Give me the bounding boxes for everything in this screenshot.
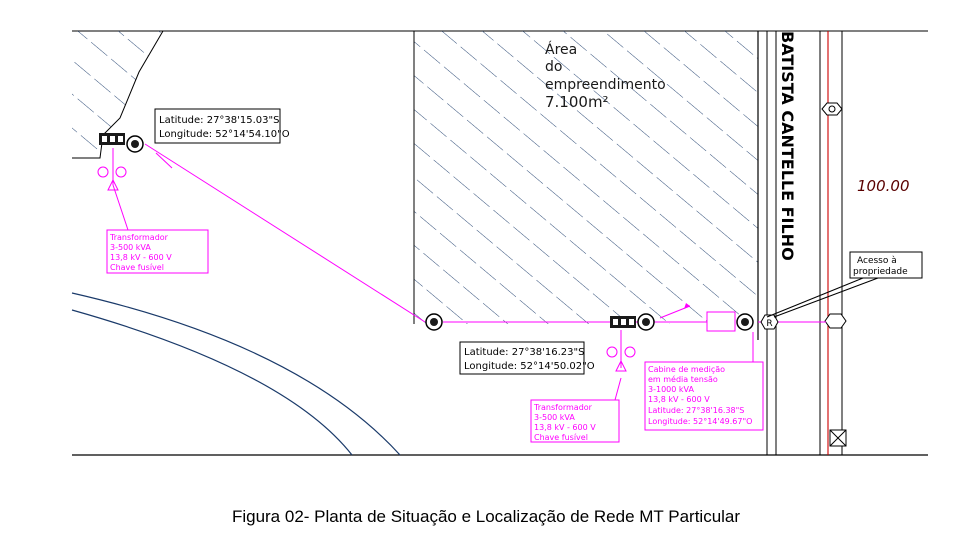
transformer-annotation-left [107,230,208,273]
pole-icon [822,103,842,115]
svg-text:13,8 kV - 600 V: 13,8 kV - 600 V [648,395,710,404]
access-label [767,252,922,317]
figure-caption: Figura 02- Planta de Situação e Localização de Rede MT Particular [231,507,741,526]
svg-text:13,8 kV - 600 V: 13,8 kV - 600 V [110,253,172,262]
transformer-annotation-bottom [531,400,619,442]
svg-text:empreendimento: empreendimento [545,77,666,93]
svg-text:Transformador: Transformador [110,233,168,242]
fuse-icon [98,167,126,190]
cabin-annotation [645,362,763,430]
coordinate-box-left [155,109,290,143]
development-area-hatch [414,31,758,324]
svg-text:Latitude: 27°38'15.03"S: Latitude: 27°38'15.03"S [159,115,280,126]
svg-text:propriedade: propriedade [853,267,908,277]
svg-text:Longitude: 52°14'49.67"O: Longitude: 52°14'49.67"O [648,417,753,426]
pole-icon [825,314,846,328]
road-curve-outer [72,293,400,455]
svg-text:Transformador: Transformador [534,403,592,412]
transformer-icon [99,133,125,145]
meter-icon [761,315,778,329]
svg-text:13,8 kV - 600 V: 13,8 kV - 600 V [534,423,596,432]
pole-icon [426,314,442,330]
svg-text:em média tensão: em média tensão [648,375,718,384]
measuring-cabin [707,312,735,331]
svg-text:3-500 kVA: 3-500 kVA [534,413,575,422]
svg-text:Latitude: 27°38'16.38"S: Latitude: 27°38'16.38"S [648,406,745,415]
coordinate-box-bottom [460,342,595,374]
street-name: BATISTA CANTELLE FILHO [778,31,797,261]
svg-text:Área: Área [545,42,578,58]
svg-text:Chave fusível: Chave fusível [110,263,164,272]
pole-icon [638,314,654,330]
pole-icon [127,136,143,152]
svg-text:Longitude: 52°14'54.10"O: Longitude: 52°14'54.10"O [159,129,290,140]
svg-text:Longitude: 52°14'50.02"O: Longitude: 52°14'50.02"O [464,361,595,372]
svg-text:Acesso à: Acesso à [857,256,897,266]
box-x-icon [830,430,846,446]
elevation-label: 100.00 [857,177,910,195]
svg-text:Latitude: 27°38'16.23"S: Latitude: 27°38'16.23"S [464,347,585,358]
svg-text:do: do [545,59,563,75]
transformer-icon [610,316,636,328]
svg-text:3-500 kVA: 3-500 kVA [110,243,151,252]
svg-text:Chave fusível: Chave fusível [534,433,588,442]
svg-text:3-1000 kVA: 3-1000 kVA [648,385,694,394]
pole-icon [737,314,753,330]
svg-text:Cabine de medição: Cabine de medição [648,365,726,374]
svg-text:7.100m²: 7.100m² [545,93,609,111]
svg-text:R: R [766,319,773,329]
